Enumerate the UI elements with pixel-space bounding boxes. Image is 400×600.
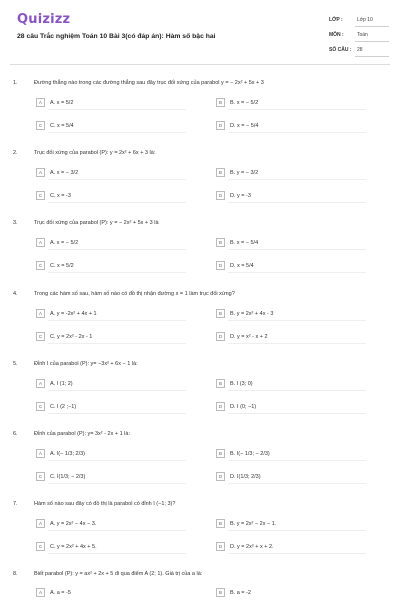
option-text: C. x = 5/2 bbox=[50, 262, 74, 269]
option-underline bbox=[48, 553, 186, 554]
option-underline bbox=[228, 202, 366, 203]
question-text: Trong các hàm số sau, hàm số nào có đồ thị nhận đường x = 1 làm trục đối xứng? bbox=[34, 291, 235, 297]
option-text: A. x = 5/2 bbox=[50, 99, 74, 106]
option-text: A. I (1; 2) bbox=[50, 380, 73, 387]
option-letter-box: C bbox=[36, 332, 45, 341]
option-d[interactable] bbox=[216, 402, 366, 413]
option-text: A. a = -5 bbox=[50, 589, 71, 596]
question-text: Biết parabol (P): y = ax² + 2x + 5 đi qua điểm A (2; 1). Giá trị của a là: bbox=[34, 571, 203, 577]
meta-count-value: 28 bbox=[357, 47, 363, 53]
meta-count-label: SỐ CÂU : bbox=[329, 47, 352, 53]
option-letter-box: B bbox=[216, 98, 225, 107]
option-letter-box: A bbox=[36, 309, 45, 318]
option-underline bbox=[228, 413, 366, 414]
option-letter-box: B bbox=[216, 519, 225, 528]
option-d[interactable] bbox=[216, 191, 366, 202]
option-text: B. I (3; 0) bbox=[230, 380, 253, 387]
option-underline bbox=[228, 132, 366, 133]
option-underline bbox=[48, 483, 186, 484]
option-text: C. y = 2x² + 4x + 5. bbox=[50, 543, 97, 550]
option-a[interactable] bbox=[36, 168, 186, 179]
option-letter-box: C bbox=[36, 542, 45, 551]
option-text: D. I (0; −1) bbox=[230, 403, 257, 410]
option-b[interactable] bbox=[216, 98, 366, 109]
option-letter-box: A bbox=[36, 379, 45, 388]
option-letter-box: B bbox=[216, 238, 225, 247]
worksheet-title: 28 câu Trắc nghiệm Toán 10 Bài 3(có đáp án): Hàm số bậc hai bbox=[17, 33, 216, 40]
question-number: 6. bbox=[13, 431, 18, 437]
option-underline bbox=[228, 483, 366, 484]
option-text: B. x = − 5/2 bbox=[230, 99, 259, 106]
option-letter-box: A bbox=[36, 238, 45, 247]
option-letter-box: C bbox=[36, 261, 45, 270]
option-underline bbox=[48, 390, 186, 391]
meta-class-label: LỚP : bbox=[329, 17, 343, 23]
option-text: A. y = -2x² + 4x + 1 bbox=[50, 310, 97, 317]
question-number: 8. bbox=[13, 571, 18, 577]
option-letter-box: B bbox=[216, 588, 225, 597]
question-number: 2. bbox=[13, 150, 18, 156]
option-letter-box: A bbox=[36, 168, 45, 177]
option-text: D. x = − 5/4 bbox=[230, 122, 259, 129]
option-c[interactable] bbox=[36, 542, 186, 553]
option-underline bbox=[228, 249, 366, 250]
meta-subject-row bbox=[327, 29, 389, 42]
question-text: Trục đối xứng của parabol (P): y = 2x² + 6x + 3 là: bbox=[34, 150, 156, 156]
option-text: B. I(− 1/3; − 2/3) bbox=[230, 450, 270, 457]
option-text: C. x = -3 bbox=[50, 192, 71, 199]
meta-class-value: Lớp 10 bbox=[357, 17, 373, 23]
option-underline bbox=[48, 320, 186, 321]
option-b[interactable] bbox=[216, 379, 366, 390]
option-text: D. y = -3 bbox=[230, 192, 251, 199]
option-c[interactable] bbox=[36, 191, 186, 202]
option-a[interactable] bbox=[36, 519, 186, 530]
question-number: 3. bbox=[13, 220, 18, 226]
option-text: B. a = -2 bbox=[230, 589, 251, 596]
option-letter-box: B bbox=[216, 379, 225, 388]
option-b[interactable] bbox=[216, 238, 366, 249]
option-text: C. y = 2x² - 2x - 1 bbox=[50, 333, 93, 340]
option-underline bbox=[48, 109, 186, 110]
question-number: 4. bbox=[13, 291, 18, 297]
option-text: A. I(− 1/3; 2/3) bbox=[50, 450, 86, 457]
option-letter-box: B bbox=[216, 168, 225, 177]
option-b[interactable] bbox=[216, 449, 366, 460]
option-text: D. x = 5/4 bbox=[230, 262, 254, 269]
option-letter-box: A bbox=[36, 588, 45, 597]
option-text: D. y = 2x² + x + 2. bbox=[230, 543, 274, 550]
option-letter-box: D bbox=[216, 332, 225, 341]
option-text: C. I (2 ;−1) bbox=[50, 403, 77, 410]
option-b[interactable] bbox=[216, 588, 366, 599]
option-underline bbox=[48, 272, 186, 273]
option-underline bbox=[48, 460, 186, 461]
option-underline bbox=[48, 179, 186, 180]
option-text: B. x = − 5/4 bbox=[230, 239, 259, 246]
option-underline bbox=[228, 320, 366, 321]
option-letter-box: D bbox=[216, 261, 225, 270]
option-a[interactable] bbox=[36, 98, 186, 109]
meta-divider bbox=[355, 41, 389, 42]
option-text: C. x = 5/4 bbox=[50, 122, 74, 129]
option-underline bbox=[48, 132, 186, 133]
option-text: A. x = − 3/2 bbox=[50, 169, 79, 176]
option-letter-box: D bbox=[216, 542, 225, 551]
option-d[interactable] bbox=[216, 261, 366, 272]
option-text: C. I(1/3; − 2/3) bbox=[50, 473, 86, 480]
option-a[interactable] bbox=[36, 449, 186, 460]
option-letter-box: D bbox=[216, 472, 225, 481]
question-number: 7. bbox=[13, 501, 18, 507]
option-letter-box: D bbox=[216, 402, 225, 411]
question-number: 1. bbox=[13, 80, 18, 86]
meta-divider bbox=[355, 26, 389, 27]
option-underline bbox=[228, 272, 366, 273]
option-letter-box: A bbox=[36, 519, 45, 528]
option-text: D. I(1/3; 2/3) bbox=[230, 473, 261, 480]
option-text: A. x = − 5/2 bbox=[50, 239, 79, 246]
option-text: B. y = 2x² − 2x − 1. bbox=[230, 520, 277, 527]
option-c[interactable] bbox=[36, 472, 186, 483]
option-text: D. y = x² - x + 2 bbox=[230, 333, 268, 340]
meta-subject-label: MÔN : bbox=[329, 32, 344, 38]
option-b[interactable] bbox=[216, 168, 366, 179]
question-number: 5. bbox=[13, 361, 18, 367]
option-d[interactable] bbox=[216, 332, 366, 343]
option-underline bbox=[48, 249, 186, 250]
quizizz-logo: Quizizz bbox=[17, 12, 71, 27]
option-underline bbox=[228, 343, 366, 344]
option-letter-box: A bbox=[36, 98, 45, 107]
option-letter-box: B bbox=[216, 449, 225, 458]
option-c[interactable] bbox=[36, 261, 186, 272]
option-underline bbox=[228, 460, 366, 461]
option-underline bbox=[228, 553, 366, 554]
option-underline bbox=[48, 202, 186, 203]
question-text: Đỉnh I của parabol (P): y= −3x² + 6x − 1 là: bbox=[34, 361, 138, 367]
header-divider bbox=[10, 64, 390, 65]
option-text: B. y = 2x² + 4x - 3 bbox=[230, 310, 274, 317]
option-letter-box: D bbox=[216, 191, 225, 200]
option-underline bbox=[228, 530, 366, 531]
option-underline bbox=[48, 343, 186, 344]
option-letter-box: A bbox=[36, 449, 45, 458]
option-underline bbox=[48, 530, 186, 531]
option-underline bbox=[48, 413, 186, 414]
option-b[interactable] bbox=[216, 309, 366, 320]
option-letter-box: C bbox=[36, 472, 45, 481]
option-letter-box: C bbox=[36, 191, 45, 200]
option-c[interactable] bbox=[36, 332, 186, 343]
option-a[interactable] bbox=[36, 309, 186, 320]
meta-count-row bbox=[327, 44, 389, 57]
option-d[interactable] bbox=[216, 472, 366, 483]
option-text: B. y = − 3/2 bbox=[230, 169, 259, 176]
option-letter-box: B bbox=[216, 309, 225, 318]
meta-divider bbox=[355, 56, 389, 57]
option-letter-box: C bbox=[36, 402, 45, 411]
option-a[interactable] bbox=[36, 238, 186, 249]
option-d[interactable] bbox=[216, 542, 366, 553]
option-letter-box: D bbox=[216, 121, 225, 130]
option-c[interactable] bbox=[36, 121, 186, 132]
meta-class-row bbox=[327, 14, 389, 27]
option-underline bbox=[228, 390, 366, 391]
option-c[interactable] bbox=[36, 402, 186, 413]
worksheet-header bbox=[0, 0, 400, 62]
option-b[interactable] bbox=[216, 519, 366, 530]
option-a[interactable] bbox=[36, 379, 186, 390]
question-text: Đỉnh của parabol (P): y= 3x² - 2x + 1 là: bbox=[34, 431, 130, 437]
question-text: Hàm số nào sau đây có đồ thị là parabol có đỉnh I (−1; 3)? bbox=[34, 501, 176, 507]
option-text: A. y = 2x² − 4x − 3. bbox=[50, 520, 97, 527]
option-a[interactable] bbox=[36, 588, 186, 599]
meta-subject-value: Toán bbox=[357, 32, 368, 38]
option-underline bbox=[228, 109, 366, 110]
option-underline bbox=[228, 179, 366, 180]
question-text: Trục đối xứng của parabol (P): y = − 2x² + 5x + 3 là bbox=[34, 220, 159, 226]
option-letter-box: C bbox=[36, 121, 45, 130]
question-text: Đường thẳng nào trong các đường thẳng sau đây trục đối xứng của parabol y = − 2x² + 5x + 3 bbox=[34, 80, 264, 86]
option-d[interactable] bbox=[216, 121, 366, 132]
